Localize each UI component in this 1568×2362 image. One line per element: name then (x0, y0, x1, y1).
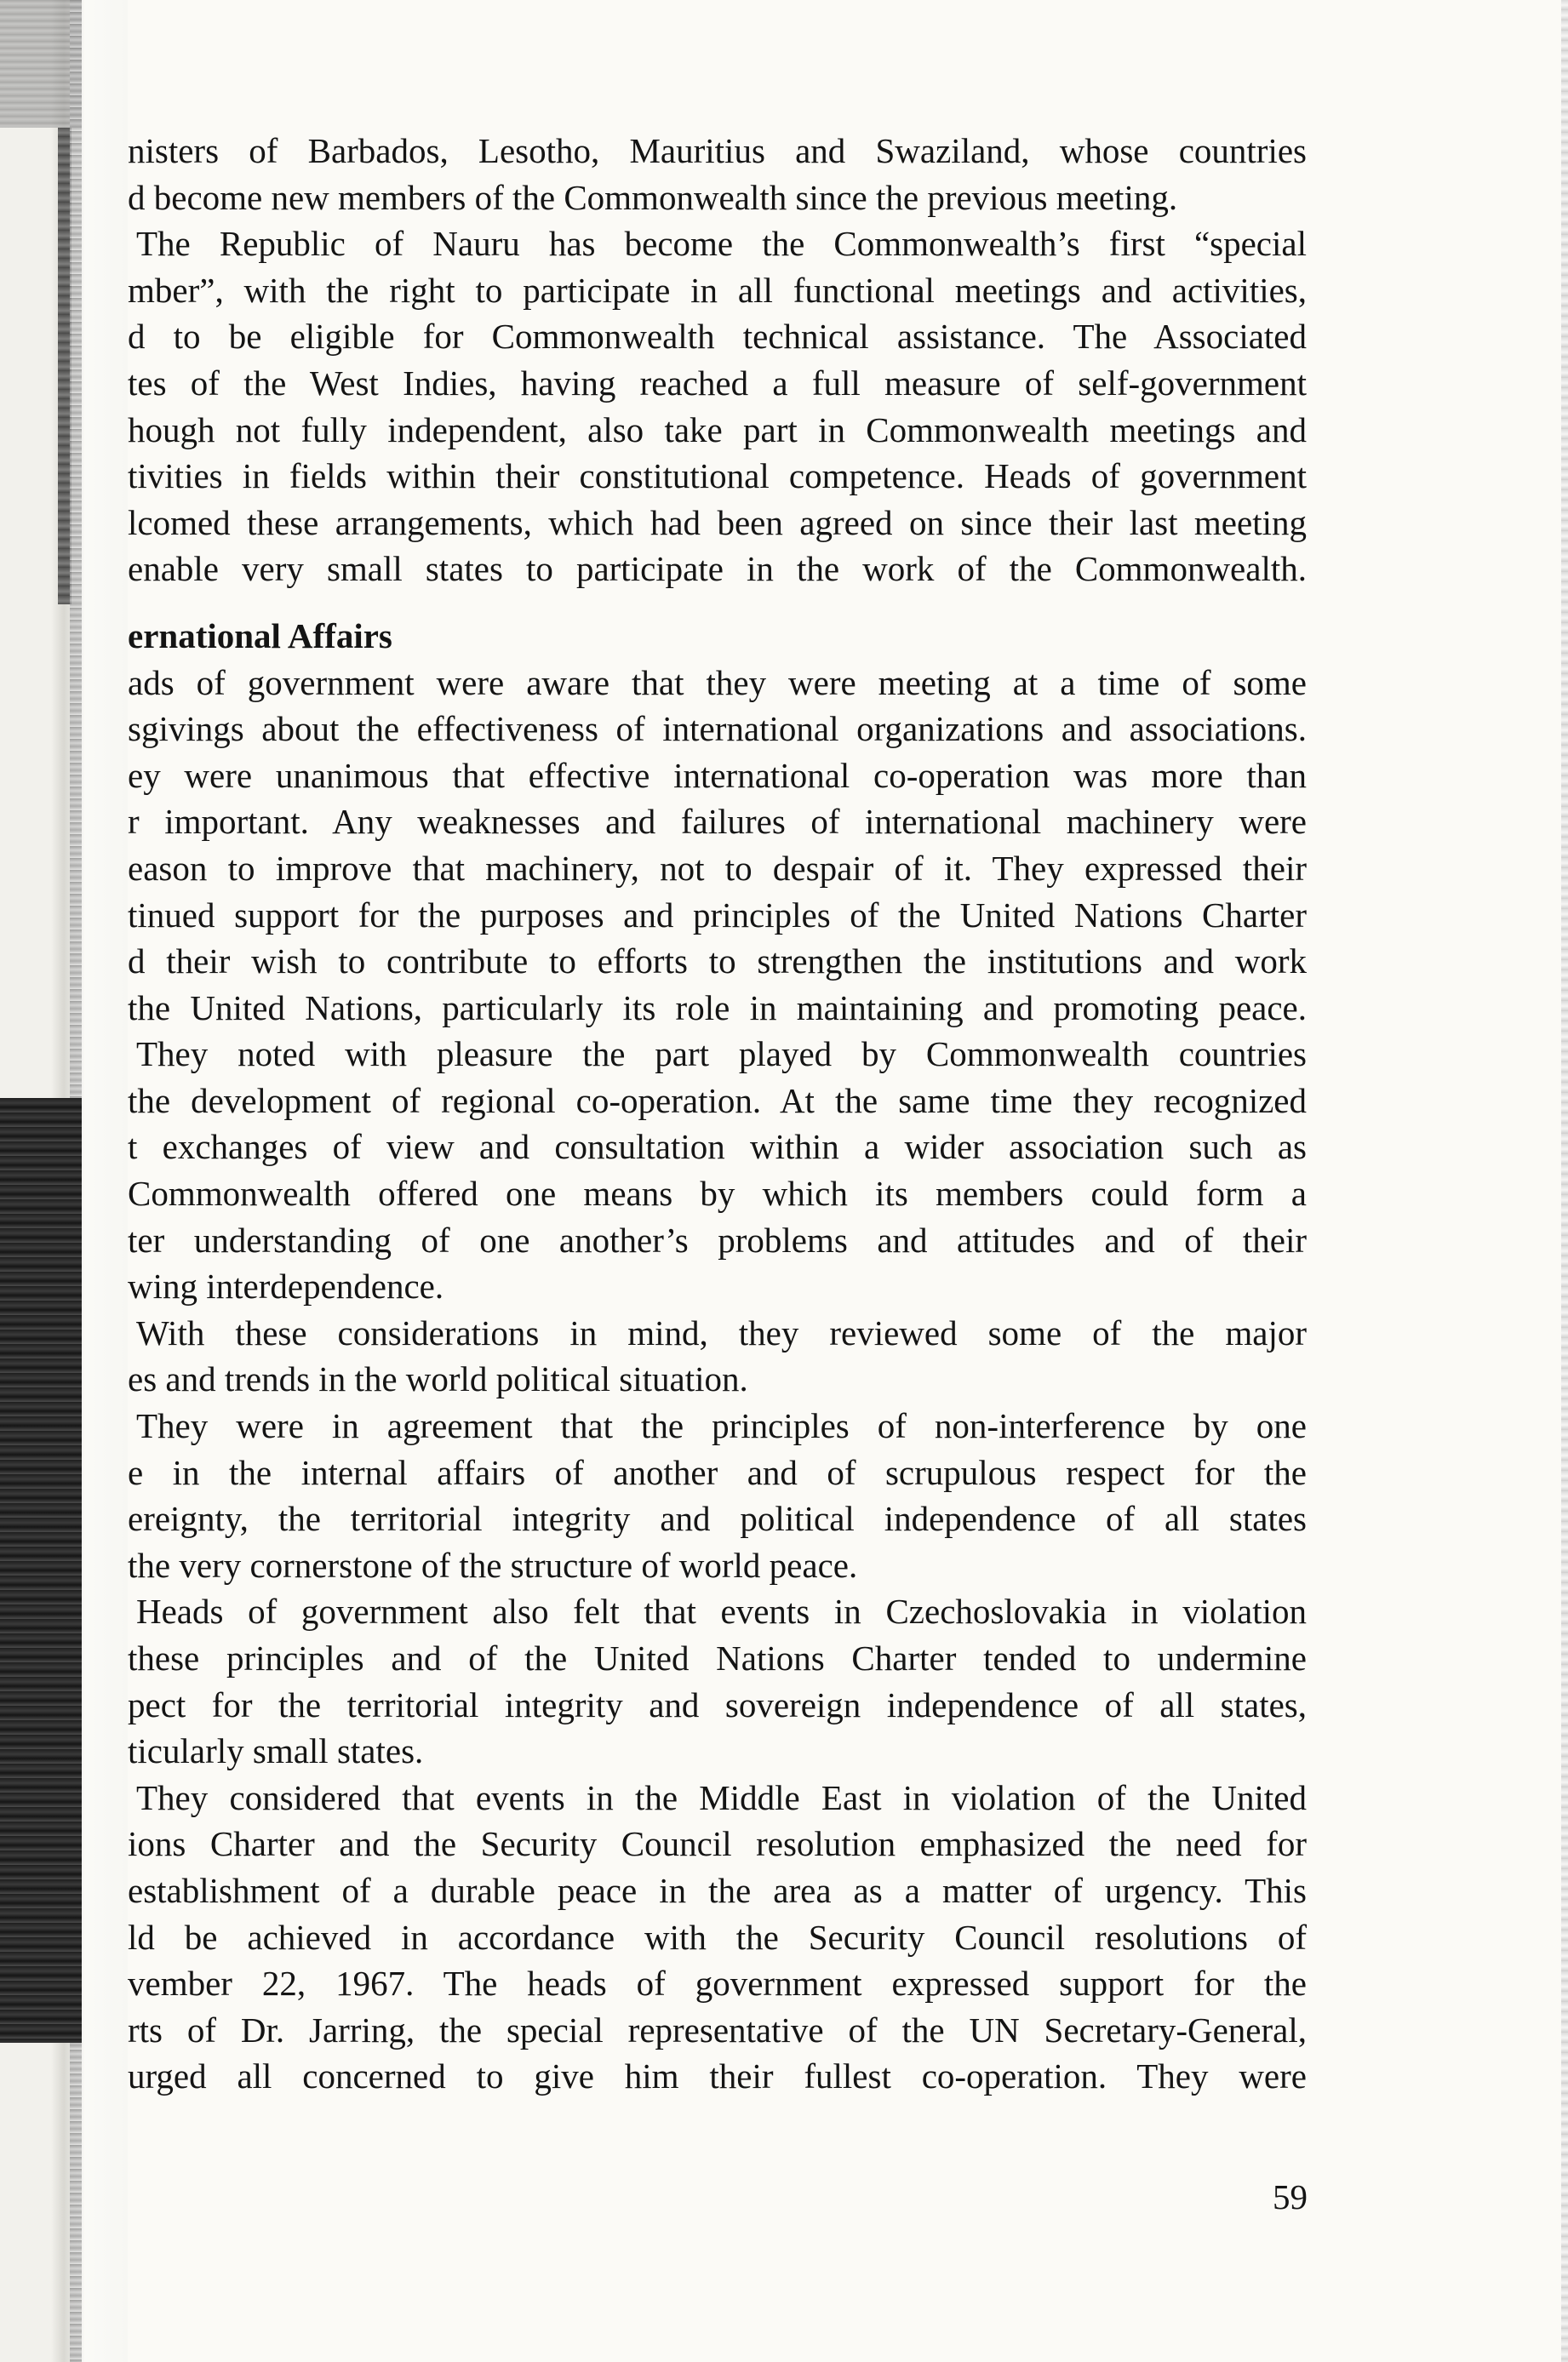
text-line: e in the internal affairs of another and of scrupulous respect for the (128, 1452, 1307, 1492)
page-number: 59 (1273, 2177, 1308, 2216)
text-line: ey were unanimous that effective international co-operation was more than (128, 755, 1307, 795)
text-line: ld be achieved in accordance with the Security Council resolutions of (128, 1917, 1307, 1957)
page-right-edge (1561, 0, 1568, 2362)
text-line: tes of the West Indies, having reached a full measure of self-government (128, 363, 1307, 403)
text-line: Commonwealth offered one means by which its members could form a (128, 1174, 1307, 1214)
text-line: r important. Any weaknesses and failures of international machinery were (128, 802, 1307, 842)
text-line: Heads of government also felt that events in Czechoslovakia in violation (136, 1592, 1307, 1632)
text-line: eason to improve that machinery, not to despair of it. They expressed their (128, 848, 1307, 888)
text-line: rts of Dr. Jarring, the special representative of the UN Secretary-General, (128, 2010, 1307, 2050)
text-line: sgivings about the effectiveness of international organizations and associations. (128, 709, 1307, 749)
text-line: d become new members of the Commonwealth since the previous meeting. (128, 177, 1178, 217)
text-line: establishment of a durable peace in the area as a matter of urgency. This (128, 1870, 1307, 1910)
text-line: d their wish to contribute to efforts to strengthen the institutions and work (128, 941, 1307, 981)
text-line: ions Charter and the Security Council resolution emphasized the need for (128, 1824, 1307, 1864)
text-line: d to be eligible for Commonwealth technical assistance. The Associated (128, 317, 1307, 357)
text-line: the very cornerstone of the structure of world peace. (128, 1545, 858, 1585)
page-body (128, 128, 1307, 2100)
text-line: The Republic of Nauru has become the Commonwealth’s first “special (136, 224, 1307, 264)
text-line: urged all concerned to give him their fullest co-operation. They were (128, 2056, 1307, 2096)
text-line: tinued support for the purposes and principles of the United Nations Charter (128, 895, 1307, 935)
text-line: vember 22, 1967. The heads of government expressed support for the (128, 1964, 1307, 2004)
text-line: With these considerations in mind, they reviewed some of the major (136, 1313, 1307, 1353)
text-line: the United Nations, particularly its role in maintaining and promoting peace. (128, 987, 1307, 1027)
text-line: t exchanges of view and consultation within a wider association such as (128, 1127, 1307, 1167)
text-line: lcomed these arrangements, which had been agreed on since their last meeting (128, 502, 1307, 542)
text-line: pect for the territorial integrity and sovereign independence of all states, (128, 1684, 1307, 1724)
text-line: wing interdependence. (128, 1267, 444, 1307)
text-line: ter understanding of one another’s problems and attitudes and of their (128, 1220, 1307, 1260)
text-line: enable very small states to participate in the work of the Commonwealth. (128, 549, 1307, 589)
text-line: hough not fully independent, also take part in Commonwealth meetings and (128, 409, 1307, 449)
section-heading: ernational Affairs (128, 615, 392, 655)
text-line: tivities in fields within their constitutional competence. Heads of government (128, 456, 1307, 496)
text-line: mber”, with the right to participate in all functional meetings and activities, (128, 270, 1307, 310)
text-line: ads of government were aware that they were meeting at a time of some (128, 662, 1307, 702)
text-line: es and trends in the world political situation. (128, 1359, 748, 1399)
text-line: these principles and of the United Nations Charter tended to undermine (128, 1639, 1307, 1678)
text-line: ticularly small states. (128, 1731, 424, 1771)
text-line: ereignty, the territorial integrity and political independence of all states (128, 1499, 1307, 1539)
text-line: nisters of Barbados, Lesotho, Mauritius and Swaziland, whose countries (128, 131, 1307, 170)
text-line: They were in agreement that the principles of non-interference by one (136, 1406, 1307, 1446)
text-line: They considered that events in the Middle East in violation of the United (136, 1777, 1307, 1817)
text-line: the development of regional co-operation. At the same time they recognized (128, 1080, 1307, 1120)
text-line: They noted with pleasure the part played by Commonwealth countries (136, 1034, 1307, 1074)
gutter-shadow-dark (0, 1098, 82, 2043)
